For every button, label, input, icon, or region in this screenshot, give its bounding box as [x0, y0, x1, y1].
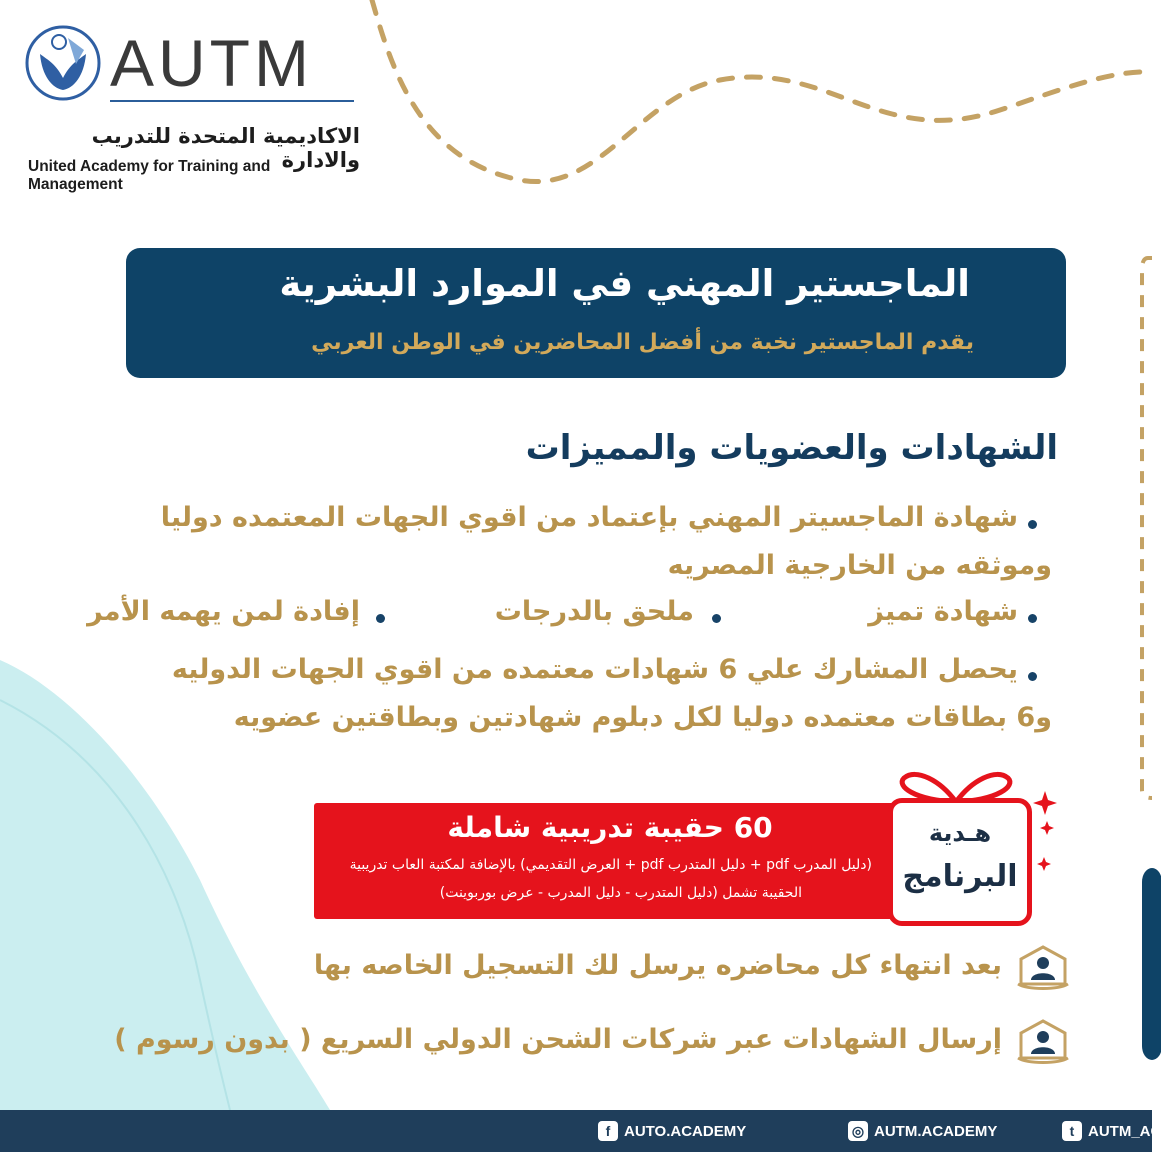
- program-subtitle: يقدم الماجستير نخبة من أفضل المحاضرين في الوطن العربي: [311, 330, 974, 355]
- right-dashed-frame: [1142, 258, 1152, 798]
- dashed-curve: [372, 0, 1152, 182]
- logo-acronym: AUTM: [110, 26, 313, 100]
- facebook-link[interactable]: [598, 1120, 746, 1142]
- gift-headline: 60 حقيبة تدريبية شاملة: [447, 811, 773, 844]
- academy-logo: [20, 22, 365, 193]
- gift-badge-line-2: البرنامج: [902, 859, 1018, 894]
- twitter-link[interactable]: [1062, 1120, 1161, 1142]
- feature-1-line-2: وموثقه من الخارجية المصريه: [667, 550, 1052, 581]
- logo-emblem-icon: [24, 24, 102, 102]
- feature-1-line-1: شهادة الماجسيتر المهني بإعتماد من اقوي الجهات المعتمده دوليا: [160, 502, 1018, 533]
- bullet-icon: [1028, 672, 1037, 681]
- sparkle-icons: [1033, 791, 1057, 871]
- shipping-person-icon: [1016, 1018, 1070, 1066]
- program-title: الماجستير المهني في الموارد البشرية: [279, 262, 970, 305]
- right-edge-card: [1142, 868, 1161, 1060]
- note-shipping: إرسال الشهادات عبر شركات الشحن الدولي السريع ( بدون رسوم ): [114, 1024, 1002, 1055]
- gift-banner: [314, 803, 906, 919]
- feature-certificate-excellence: شهادة تميز: [868, 596, 1018, 627]
- logo-arabic-name: الاكاديمية المتحدة للتدريب والادارة: [91, 124, 360, 172]
- twitter-icon: t: [1062, 1121, 1082, 1141]
- logo-english-name: United Academy for Training and Management: [28, 158, 271, 193]
- instagram-link[interactable]: [848, 1120, 997, 1142]
- gift-detail-line-1: (دليل المدرب pdf + دليل المتدرب pdf + العرض التقديمي) بالإضافة لمكتبة العاب تدريبية: [349, 857, 872, 873]
- bullet-icon: [376, 614, 385, 623]
- gift-badge-line-1: هـدية: [928, 819, 992, 847]
- program-title-banner: [126, 248, 1066, 378]
- instagram-handle: AUTM.ACADEMY: [874, 1122, 998, 1140]
- feature-to-whom-it-may-concern: إفادة لمن يهمه الأمر: [87, 596, 360, 627]
- facebook-handle: AUTO.ACADEMY: [624, 1122, 747, 1140]
- feature-3-line-2: و6 بطاقات معتمده دوليا لكل دبلوم شهادتين وبطاقتين عضويه: [233, 702, 1052, 733]
- gift-box-badge: [888, 798, 1032, 926]
- gift-detail-line-2: الحقيبة تشمل (دليل المتدرب - دليل المدرب - عرض بوربوينت): [439, 885, 802, 901]
- footer-bar: [0, 1110, 1161, 1152]
- feature-3-line-1: يحصل المشارك علي 6 شهادات معتمده من اقوي الجهات الدوليه: [171, 654, 1018, 685]
- facebook-icon: f: [598, 1121, 618, 1141]
- section-heading: الشهادات والعضويات والمميزات: [525, 428, 1058, 468]
- note-recording: بعد انتهاء كل محاضره يرسل لك التسجيل الخاصه بها: [313, 950, 1002, 981]
- recording-person-icon: [1016, 944, 1070, 992]
- instagram-icon: ◎: [848, 1121, 868, 1141]
- feature-grades-appendix: ملحق بالدرجات: [494, 596, 694, 627]
- bullet-icon: [1028, 614, 1037, 623]
- logo-divider: [110, 100, 354, 102]
- bullet-icon: [712, 614, 721, 623]
- bullet-icon: [1028, 520, 1037, 529]
- twitter-handle: AUTM_AC: [1088, 1122, 1161, 1140]
